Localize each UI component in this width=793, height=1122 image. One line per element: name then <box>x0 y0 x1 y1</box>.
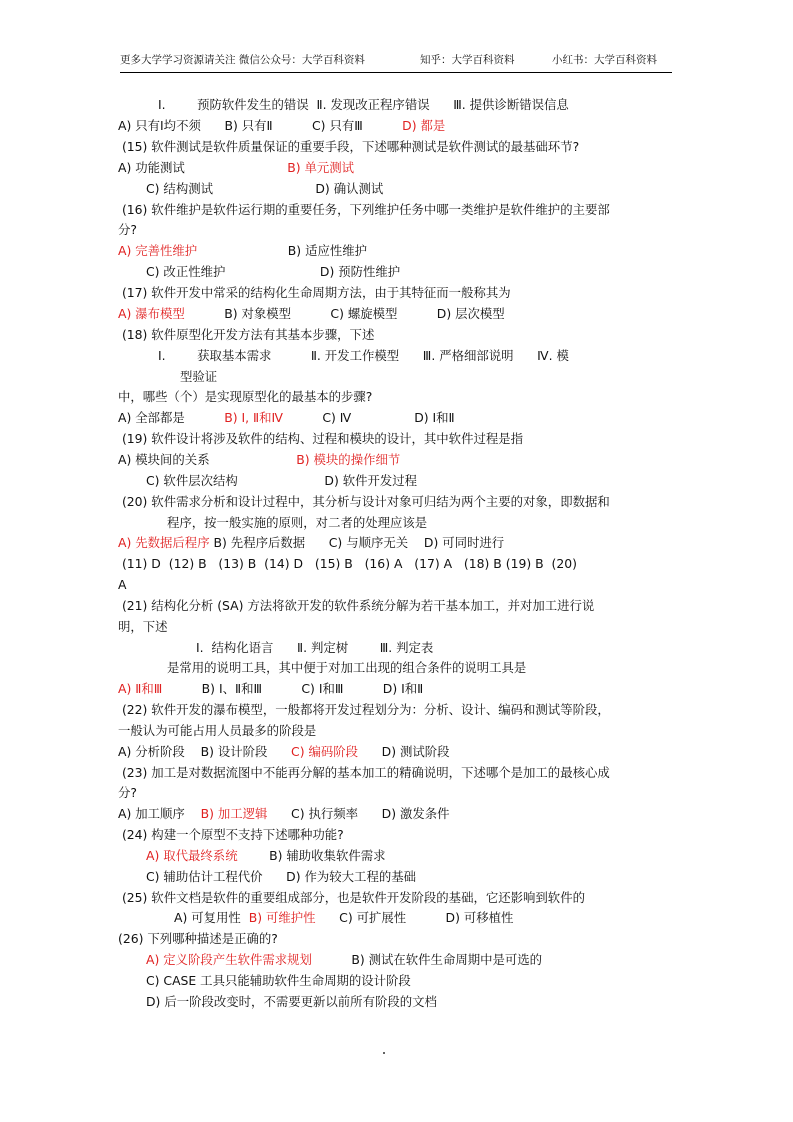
text-line <box>118 452 400 468</box>
text-segment: 一般认为可能占用人员最多的阶段是 <box>118 723 317 738</box>
text-line <box>118 139 579 155</box>
text-segment: Ⅰ. 获取基本需求 Ⅱ. 开发工作模型 Ⅲ. 严格细部说明 Ⅳ. 模 <box>158 348 569 363</box>
text-segment: D) 后一阶段改变时，不需要更新以前所有阶段的文档 <box>146 994 437 1009</box>
text-line <box>118 619 168 635</box>
text-segment: B) Ⅰ、Ⅱ和Ⅲ C) Ⅰ和Ⅲ D) Ⅰ和Ⅱ <box>162 681 424 696</box>
text-line <box>118 285 511 301</box>
text-line <box>118 723 316 739</box>
text-segment: B) 对象模型 C) 螺旋模型 D) 层次模型 <box>184 306 505 321</box>
answer-option: A) 先数据后程序 <box>118 535 210 550</box>
text-line <box>118 118 445 134</box>
answer-option: B) 可维护性 <box>248 910 316 925</box>
text-segment: A) 可复用性 <box>174 910 249 925</box>
text-segment: Ⅰ. 结构化语言 Ⅱ. 判定树 Ⅲ. 判定表 <box>196 640 434 655</box>
text-line <box>118 806 450 822</box>
answer-option: D) 都是 <box>402 118 446 133</box>
answer-option: B) 加工逻辑 <box>200 806 268 821</box>
text-segment: C) 结构测试 D) 确认测试 <box>146 181 384 196</box>
text-segment: 程序，按一般实施的原则，对二者的处理应该是 <box>167 515 428 530</box>
text-segment: A) 只有Ⅰ均不须 B) 只有Ⅱ C) 只有Ⅲ <box>118 118 403 133</box>
text-line <box>167 660 526 676</box>
text-line <box>118 681 423 697</box>
answer-option: A) 取代最终系统 <box>146 848 238 863</box>
text-segment: C) 可扩展性 D) 可移植性 <box>315 910 514 925</box>
text-segment: B) 先程序后数据 C) 与顺序无关 D) 可同时进行 <box>209 535 505 550</box>
answer-option: A) Ⅱ和Ⅲ <box>118 681 163 696</box>
text-line <box>146 869 416 885</box>
text-line <box>118 535 504 551</box>
text-segment: (21) 结构化分析 (SA) 方法将欲开发的软件系统分解为若干基本加工，并对加工进行说 <box>118 598 595 613</box>
text-segment: 分? <box>118 222 137 237</box>
header-notice: 更多大学学习资源请关注 微信公众号：大学百科资料 <box>120 54 365 66</box>
text-segment: A) 分析阶段 B) 设计阶段 <box>118 744 292 759</box>
text-line <box>118 890 585 906</box>
text-segment: C) Ⅳ D) Ⅰ和Ⅱ <box>282 410 455 425</box>
text-segment: B) 辅助收集软件需求 <box>237 848 386 863</box>
text-segment: C) 执行频率 D) 激发条件 <box>267 806 450 821</box>
text-segment: A) 模块间的关系 <box>118 452 297 467</box>
answer-option: B) 单元测试 <box>287 160 355 175</box>
text-segment: (16) 软件维护是软件运行期的重要任务，下列维护任务中哪一类维护是软件维护的主要部 <box>118 202 610 217</box>
text-line <box>118 785 137 801</box>
text-line <box>118 222 137 238</box>
text-line <box>158 348 569 364</box>
text-line <box>196 640 433 656</box>
answer-option: A) 完善性维护 <box>118 243 198 258</box>
header-xiaohongshu: 小红书：大学百科资料 <box>552 54 657 66</box>
text-segment: C) 改正性维护 D) 预防性维护 <box>146 264 401 279</box>
text-segment: (23) 加工是对数据流图中不能再分解的基本加工的精确说明，下述哪个是加工的最核心成 <box>118 765 610 780</box>
text-segment: Ⅰ. 预防软件发生的错误 Ⅱ. 发现改正程序错误 Ⅲ. 提供诊断错误信息 <box>158 97 569 112</box>
text-line <box>118 827 344 843</box>
text-line <box>118 598 594 614</box>
text-segment: (24) 构建一个原型不支持下述哪种功能? <box>118 827 344 842</box>
text-line <box>174 910 513 926</box>
page-dot <box>383 1052 385 1054</box>
text-line <box>146 973 411 989</box>
text-line <box>146 473 417 489</box>
text-segment: B) 适应性维护 <box>197 243 368 258</box>
text-segment: 中，哪些（个）是实现原型化的最基本的步骤? <box>118 389 373 404</box>
text-line <box>118 160 354 176</box>
text-segment: A) 全部都是 <box>118 410 225 425</box>
text-segment: A) 功能测试 <box>118 160 288 175</box>
answer-option: B) 模块的操作细节 <box>296 452 401 467</box>
text-segment: C) CASE 工具只能辅助软件生命周期的设计阶段 <box>146 973 411 988</box>
answer-option: C) 编码阶段 <box>291 744 359 759</box>
text-segment: (26) 下列哪种描述是正确的? <box>118 931 278 946</box>
text-line <box>118 389 372 405</box>
header-zhihu: 知乎：大学百科资料 <box>420 54 515 66</box>
text-line <box>180 369 217 385</box>
text-line <box>118 327 374 343</box>
text-line <box>118 243 367 259</box>
text-segment: C) 辅助估计工程代价 D) 作为较大工程的基础 <box>146 869 417 884</box>
text-segment: (25) 软件文档是软件的重要组成部分，也是软件开发阶段的基础，它还影响到软件的 <box>118 890 585 905</box>
text-line <box>146 181 383 197</box>
text-line <box>118 744 450 760</box>
text-line <box>118 202 610 218</box>
text-segment: 明，下述 <box>118 619 168 634</box>
text-segment: (11) D (12) B (13) B (14) D (15) B (16) A (17) A (18) B (19) B (20) <box>118 556 577 571</box>
text-line <box>118 306 505 322</box>
text-segment: A) 加工顺序 <box>118 806 201 821</box>
answer-option: B) Ⅰ, Ⅱ和Ⅳ <box>224 410 283 425</box>
answer-option: A) 定义阶段产生软件需求规划 <box>146 952 312 967</box>
answer-option: A) 瀑布模型 <box>118 306 185 321</box>
text-line <box>118 702 610 718</box>
text-segment: A <box>118 577 127 592</box>
text-segment: 型验证 <box>180 369 218 384</box>
text-line <box>146 952 542 968</box>
text-line <box>118 410 455 426</box>
text-segment: D) 测试阶段 <box>358 744 450 759</box>
text-line <box>118 556 577 572</box>
text-line <box>118 494 610 510</box>
text-line <box>167 515 427 531</box>
header-divider <box>120 72 672 73</box>
text-segment: (19) 软件设计将涉及软件的结构、过程和模块的设计，其中软件过程是指 <box>118 431 524 446</box>
text-segment: B) 测试在软件生命周期中是可选的 <box>311 952 543 967</box>
text-segment: (18) 软件原型化开发方法有其基本步骤，下述 <box>118 327 375 342</box>
text-line <box>146 848 386 864</box>
text-line <box>146 994 437 1010</box>
text-line <box>158 97 569 113</box>
text-segment: (22) 软件开发的瀑布模型，一般都将开发过程划分为：分析、设计、编码和测试等阶段， <box>118 702 610 717</box>
text-line <box>118 765 610 781</box>
text-line <box>118 431 523 447</box>
text-line <box>146 264 400 280</box>
text-segment: (15) 软件测试是软件质量保证的重要手段，下述哪种测试是软件测试的最基础环节? <box>118 139 580 154</box>
text-segment: 分? <box>118 785 137 800</box>
text-segment: (20) 软件需求分析和设计过程中，其分析与设计对象可归结为两个主要的对象，即数据和 <box>118 494 610 509</box>
text-line <box>118 577 126 593</box>
text-segment: (17) 软件开发中常采的结构化生命周期方法，由于其特征而一般称其为 <box>118 285 511 300</box>
text-line <box>118 931 278 947</box>
text-segment: 是常用的说明工具，其中便于对加工出现的组合条件的说明工具是 <box>167 660 527 675</box>
text-segment: C) 软件层次结构 D) 软件开发过程 <box>146 473 418 488</box>
